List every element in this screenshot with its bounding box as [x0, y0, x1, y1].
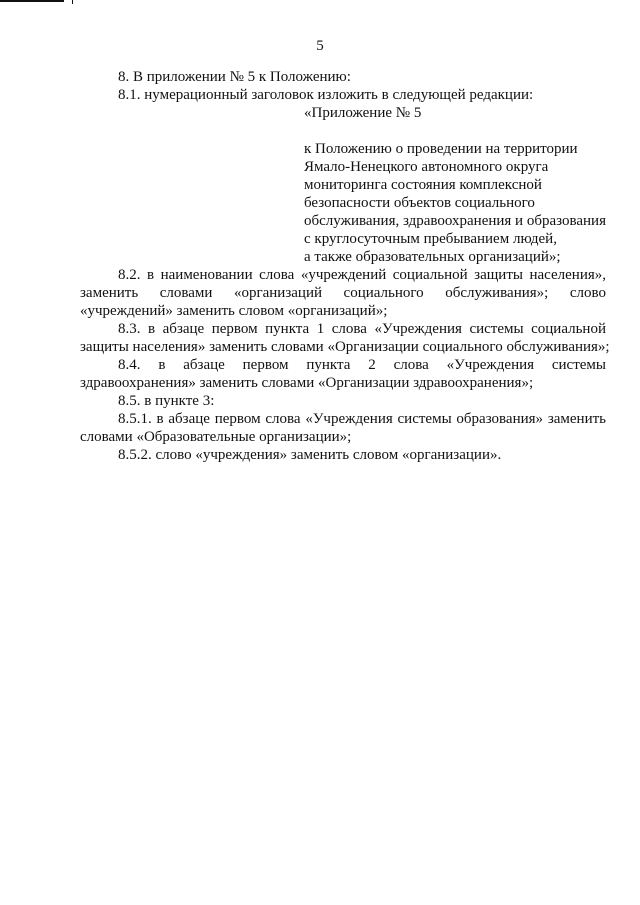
- paragraph-8-2-line: 8.2. в наименовании слова «учреждений социальной защиты населения»,: [118, 267, 606, 283]
- appendix-line: обслуживания, здравоохранения и образования: [304, 213, 606, 229]
- appendix-line: безопасности объектов социального: [304, 195, 535, 211]
- appendix-line: мониторинга состояния комплексной: [304, 177, 542, 193]
- paragraph-8-3-line: защиты населения» заменить словами «Организации социального обслуживания»;: [80, 339, 610, 355]
- paragraph-8-1: 8.1. нумерационный заголовок изложить в следующей редакции:: [118, 87, 534, 103]
- paragraph-8-3-line: 8.3. в абзаце первом пункта 1 слова «Учреждения системы социальной: [118, 321, 606, 337]
- appendix-line: Ямало-Ненецкого автономного округа: [304, 159, 549, 175]
- paragraph-8-5-2: 8.5.2. слово «учреждения» заменить словом «организации».: [118, 447, 502, 463]
- page-number: 5: [316, 38, 324, 54]
- corner-mark: [0, 0, 64, 2]
- paragraph-8-5: 8.5. в пункте 3:: [118, 393, 215, 409]
- paragraph-8-5-1-line: 8.5.1. в абзаце первом слова «Учреждения системы образования» заменить: [118, 411, 606, 427]
- paragraph-8-4-line: 8.4. в абзаце первом пункта 2 слова «Учреждения системы: [118, 357, 606, 373]
- paragraph-8: 8. В приложении № 5 к Положению:: [118, 69, 351, 85]
- paragraph-8-2-line: заменить словами «организаций социального обслуживания»; слово: [80, 285, 606, 301]
- appendix-line: к Положению о проведении на территории: [304, 141, 578, 157]
- appendix-title: «Приложение № 5: [304, 105, 422, 121]
- appendix-line: а также образовательных организаций»;: [304, 249, 561, 265]
- corner-tick: [72, 0, 73, 4]
- paragraph-8-4-line: здравоохранения» заменить словами «Организации здравоохранения»;: [80, 375, 534, 391]
- paragraph-8-5-1-line: словами «Образовательные организации»;: [80, 429, 352, 445]
- paragraph-8-2-line: «учреждений» заменить словом «организаций»;: [80, 303, 388, 319]
- appendix-line: с круглосуточным пребыванием людей,: [304, 231, 557, 247]
